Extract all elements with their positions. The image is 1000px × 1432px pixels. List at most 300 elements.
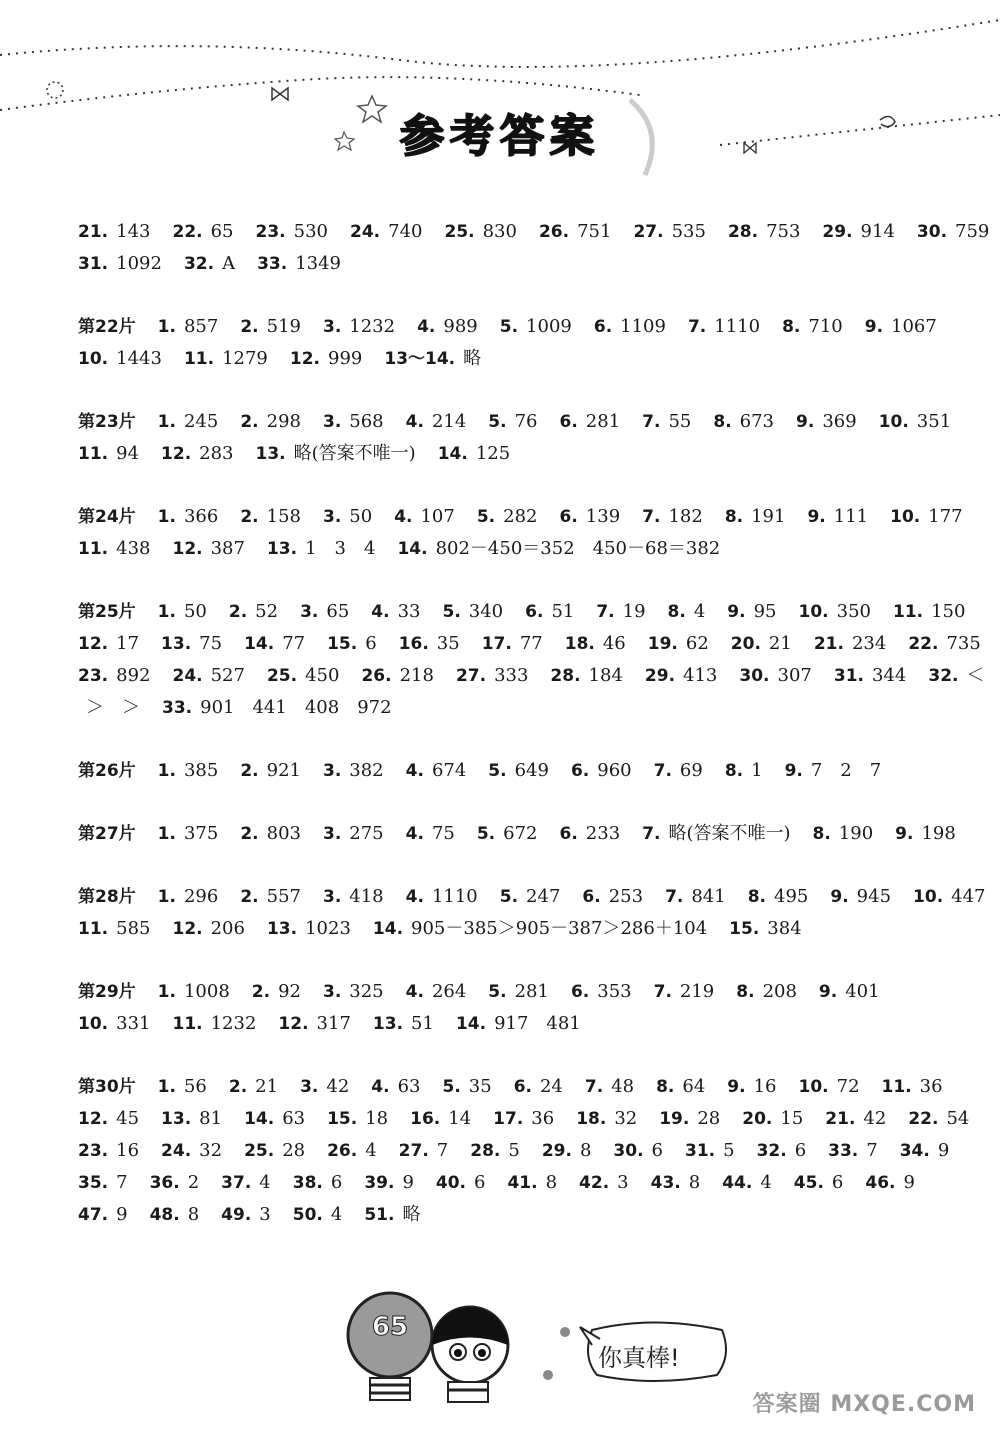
question-number: 20. — [730, 634, 761, 654]
answer-value: 6 — [651, 1140, 663, 1161]
answer-value: 75 — [199, 633, 223, 654]
question-number: 4. — [405, 412, 424, 432]
question-number: 32. — [756, 1141, 787, 1161]
answer-value: 519 — [266, 316, 301, 337]
answer-item — [158, 886, 219, 907]
question-number: 27. — [455, 666, 487, 686]
section-label: 第27片 — [78, 824, 136, 844]
answer-section — [78, 406, 952, 470]
question-number: 6. — [570, 761, 590, 781]
answer-item — [731, 633, 792, 654]
question-number: 26. — [538, 222, 570, 242]
answer-value: 63 — [282, 1108, 306, 1129]
question-number: 28. — [550, 666, 581, 686]
answer-value: 51 — [411, 1013, 434, 1034]
answer-item — [161, 1140, 222, 1161]
answer-value: 76 — [514, 411, 538, 432]
answer-value: 8 — [688, 1172, 701, 1193]
answer-line — [78, 1167, 918, 1199]
answer-value: 36 — [531, 1108, 555, 1129]
answer-item — [399, 1140, 449, 1161]
question-number: 21. — [813, 634, 844, 654]
answer-value: 21 — [255, 1076, 279, 1097]
question-number: 6. — [513, 1077, 532, 1097]
question-number: 32. — [183, 254, 215, 274]
answer-value: 9 — [116, 1204, 128, 1225]
answer-item — [150, 1204, 200, 1225]
answer-item — [456, 1013, 581, 1034]
answer-item — [78, 348, 162, 369]
answer-value: 331 — [116, 1013, 151, 1034]
answer-value: 1443 — [116, 348, 162, 369]
answer-item — [645, 665, 717, 686]
answer-item — [865, 316, 937, 337]
answer-item — [917, 221, 989, 242]
answer-item — [158, 760, 219, 781]
answer-item — [585, 1076, 634, 1097]
answer-item — [825, 1108, 886, 1129]
question-number: 5. — [476, 824, 496, 844]
question-number: 46. — [865, 1173, 896, 1193]
question-number: 14. — [397, 539, 428, 559]
question-number: 21. — [78, 222, 109, 242]
answer-item — [814, 633, 886, 654]
question-number: 9. — [727, 602, 746, 622]
question-number: 8. — [782, 317, 801, 337]
answer-item — [410, 1108, 471, 1129]
answer-value: 1 — [751, 760, 763, 781]
answer-item — [78, 221, 150, 242]
answer-item — [444, 221, 516, 242]
answer-value: 略(答案不唯一) — [668, 823, 791, 844]
answer-value: 50 — [349, 506, 373, 527]
answer-value: 401 — [845, 981, 880, 1002]
question-number: 30. — [739, 666, 770, 686]
answer-value: 1067 — [891, 316, 937, 337]
answer-item — [913, 886, 985, 907]
answer-value: 125 — [475, 443, 511, 464]
question-number: 4. — [405, 824, 424, 844]
question-number: 3. — [322, 982, 342, 1002]
answer-value: 190 — [838, 823, 874, 844]
question-number: 1. — [157, 824, 176, 844]
answer-item — [576, 1108, 637, 1129]
section-label: 第24片 — [78, 507, 136, 527]
answer-value: 45 — [116, 1108, 140, 1129]
question-number: 1. — [157, 1077, 176, 1097]
answer-value: ＜ — [966, 665, 985, 686]
answer-value: 69 — [679, 760, 703, 781]
answer-item — [794, 1172, 844, 1193]
answer-value: 94 — [116, 443, 140, 464]
answer-value: 649 — [514, 760, 549, 781]
question-number: 37. — [221, 1173, 252, 1193]
answer-value: 15 — [780, 1108, 804, 1129]
answer-item — [240, 823, 301, 844]
question-number: 27. — [398, 1141, 429, 1161]
answer-value: 143 — [116, 221, 151, 242]
question-number: 18. — [576, 1109, 607, 1129]
answer-item — [727, 1076, 776, 1097]
answer-item — [739, 665, 811, 686]
answer-value: 385 — [183, 760, 219, 781]
answer-item — [350, 221, 422, 242]
question-number: 8. — [667, 602, 686, 622]
answer-line — [78, 818, 956, 850]
question-number: 3. — [300, 602, 319, 622]
question-number: 10. — [78, 1014, 109, 1034]
question-number: 24. — [172, 666, 203, 686]
question-number: 4. — [405, 761, 424, 781]
answer-value: 945 — [856, 886, 892, 907]
answer-value: 9 — [937, 1140, 950, 1161]
question-number: 5. — [499, 317, 519, 337]
answer-item — [240, 506, 301, 527]
answer-line — [78, 596, 966, 628]
answer-item — [488, 411, 537, 432]
answer-item — [725, 506, 786, 527]
answer-value: 33 — [397, 601, 421, 622]
answer-item — [796, 411, 857, 432]
question-number: 2. — [251, 982, 271, 1002]
answer-value: 1092 — [116, 253, 162, 274]
answer-value: 1009 — [526, 316, 572, 337]
answer-item — [371, 601, 420, 622]
answer-value: 21 — [768, 633, 792, 654]
answer-item — [252, 981, 301, 1002]
answer-value: 1 3 4 — [305, 538, 376, 559]
question-number: 5. — [488, 412, 507, 432]
answer-value: 14 — [448, 1108, 472, 1129]
answer-item — [500, 886, 561, 907]
answer-item — [327, 1108, 388, 1129]
answer-item — [438, 443, 510, 464]
answer-value: 1109 — [620, 316, 666, 337]
question-number: 49. — [221, 1205, 252, 1225]
answer-value: 65 — [326, 601, 350, 622]
answer-item — [596, 601, 645, 622]
answer-value: 447 — [951, 886, 986, 907]
question-number: 6. — [570, 982, 590, 1002]
answer-value: 16 — [116, 1140, 140, 1161]
answer-value: 139 — [585, 506, 621, 527]
answer-value: 18 — [365, 1108, 389, 1129]
section-label: 第22片 — [78, 317, 136, 337]
question-number: 22. — [908, 634, 939, 654]
answer-item — [579, 1172, 629, 1193]
answer-value: 960 — [597, 760, 632, 781]
section-label: 第26片 — [78, 761, 136, 781]
answer-value: 7 — [866, 1140, 878, 1161]
answer-value: 298 — [266, 411, 301, 432]
question-number: 1. — [157, 761, 176, 781]
answer-item — [436, 1172, 486, 1193]
question-number: 6. — [559, 507, 578, 527]
question-number: 9. — [830, 887, 849, 907]
answer-item — [900, 1140, 950, 1161]
question-number: 33. — [162, 698, 193, 718]
question-number: 8. — [713, 412, 732, 432]
answer-section — [78, 501, 963, 565]
answer-item — [799, 601, 871, 622]
answer-value: 206 — [210, 918, 245, 939]
question-number: 4. — [394, 507, 413, 527]
answer-item — [477, 823, 538, 844]
answer-line — [78, 1103, 970, 1135]
question-number: 10. — [798, 1077, 829, 1097]
question-number: 12. — [78, 634, 109, 654]
answer-value: 19 — [622, 601, 646, 622]
answer-value: 325 — [349, 981, 384, 1002]
answer-value: 72 — [836, 1076, 860, 1097]
answer-line — [78, 881, 986, 913]
answer-value: 5 — [723, 1140, 735, 1161]
answer-item — [257, 253, 341, 274]
answer-value: 6 — [365, 633, 377, 654]
answer-value: 48 — [611, 1076, 635, 1097]
answer-item — [240, 886, 301, 907]
answer-value: 438 — [116, 538, 151, 559]
answer-section — [78, 596, 985, 724]
answer-item — [895, 823, 956, 844]
question-number: 5. — [442, 1077, 461, 1097]
answer-item — [908, 1108, 969, 1129]
answer-value: 75 — [431, 823, 455, 844]
answer-section — [78, 1071, 970, 1231]
question-number: 31. — [78, 254, 109, 274]
answer-item — [240, 760, 301, 781]
answer-value: 418 — [349, 886, 384, 907]
question-number: 45. — [793, 1173, 824, 1193]
answer-item — [78, 1013, 150, 1034]
question-number: 23. — [255, 222, 286, 242]
question-number: 3. — [322, 412, 342, 432]
answer-value: 7 — [436, 1140, 449, 1161]
answer-item — [442, 601, 503, 622]
question-number: 25. — [444, 222, 475, 242]
answer-value: 9 — [402, 1172, 414, 1193]
answer-item — [828, 1140, 878, 1161]
section-label: 第23片 — [78, 412, 136, 432]
answer-item — [172, 1013, 256, 1034]
answer-section — [78, 216, 990, 280]
answer-item — [240, 316, 301, 337]
question-number: 43. — [650, 1173, 681, 1193]
answer-value: 218 — [399, 665, 434, 686]
answer-item — [729, 918, 801, 939]
answer-item — [323, 316, 395, 337]
answer-value: 857 — [183, 316, 219, 337]
answer-value: 382 — [349, 760, 384, 781]
answer-item — [488, 760, 549, 781]
answer-item — [172, 538, 244, 559]
answer-item — [244, 633, 305, 654]
question-number: 31. — [684, 1141, 716, 1161]
answer-value: 50 — [183, 601, 207, 622]
question-number: 36. — [149, 1173, 180, 1193]
answer-value: 366 — [183, 506, 219, 527]
answer-item — [184, 348, 268, 369]
question-number: 11. — [172, 1014, 203, 1034]
answer-item — [172, 221, 233, 242]
answer-item — [514, 1076, 563, 1097]
answer-value: 219 — [679, 981, 715, 1002]
answer-value: 387 — [210, 538, 245, 559]
answer-value: 77 — [282, 633, 306, 654]
answer-line — [78, 1071, 943, 1103]
answer-value: 95 — [753, 601, 777, 622]
answer-line — [78, 1008, 918, 1040]
answer-item — [477, 506, 538, 527]
answer-value: 495 — [774, 886, 809, 907]
answer-item — [406, 981, 467, 1002]
question-number: 41. — [507, 1173, 538, 1193]
answer-line — [78, 248, 918, 280]
question-number: 1. — [157, 887, 176, 907]
answer-value: A — [222, 253, 236, 274]
answer-value: 384 — [767, 918, 802, 939]
answer-item — [642, 411, 691, 432]
answer-value: 6 — [794, 1140, 807, 1161]
answer-value: 9 — [903, 1172, 915, 1193]
question-number: 13. — [255, 444, 286, 464]
answer-item — [323, 411, 384, 432]
answer-value: 51 — [551, 601, 575, 622]
question-number: 10. — [78, 349, 109, 369]
answer-line — [78, 1199, 918, 1231]
page-title: 参考答案 — [400, 111, 600, 162]
answer-value: 28 — [697, 1108, 721, 1129]
answer-value: 111 — [833, 506, 869, 527]
answer-item — [882, 1076, 943, 1097]
question-number: 19. — [659, 1109, 690, 1129]
answer-value: 214 — [431, 411, 467, 432]
answer-value: 150 — [931, 601, 966, 622]
answer-value: 4 — [330, 1204, 343, 1225]
answer-value: 1279 — [222, 348, 268, 369]
answer-item — [278, 1013, 350, 1034]
answer-item — [78, 918, 150, 939]
question-number: 9. — [807, 507, 826, 527]
question-number: 7. — [653, 982, 672, 1002]
answer-value: 8 — [545, 1172, 558, 1193]
answer-value: 略 — [463, 348, 482, 369]
question-number: 6. — [525, 602, 544, 622]
answer-item — [560, 506, 621, 527]
question-number: 8. — [747, 887, 767, 907]
answer-value: 35 — [468, 1076, 492, 1097]
question-number: 12. — [161, 444, 192, 464]
question-number: 11. — [78, 444, 109, 464]
question-number: 6. — [593, 317, 613, 337]
answer-item — [323, 506, 372, 527]
answer-value: 4 — [259, 1172, 271, 1193]
answer-line — [78, 913, 918, 945]
answer-value: 413 — [683, 665, 718, 686]
answer-value: 17 — [116, 633, 140, 654]
answer-item — [150, 1172, 200, 1193]
question-number: 35. — [78, 1173, 109, 1193]
answer-item — [373, 1013, 434, 1034]
answer-line — [78, 311, 937, 343]
answer-item — [648, 633, 709, 654]
answer-item — [525, 601, 574, 622]
answer-value: 710 — [808, 316, 843, 337]
question-number: 8. — [736, 982, 755, 1002]
answer-value: 56 — [183, 1076, 207, 1097]
answer-value: 740 — [388, 221, 423, 242]
answer-value: 1232 — [210, 1013, 257, 1034]
question-number: 4. — [371, 1077, 390, 1097]
answer-value: 989 — [443, 316, 478, 337]
question-number: 12. — [172, 539, 203, 559]
question-number: 5. — [488, 982, 507, 1002]
answer-line — [78, 216, 990, 248]
answer-value: 7 2 7 — [810, 760, 882, 781]
question-number: 15. — [729, 919, 760, 939]
answer-value: 672 — [503, 823, 538, 844]
question-number: 29. — [822, 222, 853, 242]
answer-value: 281 — [585, 411, 621, 432]
question-number: 10. — [913, 887, 944, 907]
answer-value: 8 — [579, 1140, 592, 1161]
question-number: 12. — [289, 349, 320, 369]
answer-value: 55 — [668, 411, 692, 432]
question-number: 8. — [724, 761, 744, 781]
answer-item — [713, 411, 774, 432]
question-number: 5. — [488, 761, 507, 781]
answer-item — [399, 633, 460, 654]
answer-item — [184, 253, 235, 274]
answer-value: 4 — [365, 1140, 377, 1161]
question-number: 24. — [350, 222, 381, 242]
answer-value: 353 — [597, 981, 632, 1002]
answer-value: 275 — [349, 823, 384, 844]
answer-item — [565, 633, 626, 654]
answer-value: 535 — [671, 221, 706, 242]
answer-item — [361, 665, 433, 686]
question-number: 33. — [257, 254, 288, 274]
answer-value: 208 — [762, 981, 797, 1002]
answer-item — [158, 823, 219, 844]
question-number: 19. — [647, 634, 678, 654]
answer-item — [371, 1076, 420, 1097]
answer-value: 184 — [588, 665, 623, 686]
cartoon-kids-icon — [330, 1290, 750, 1420]
answer-value: 253 — [608, 886, 644, 907]
answer-value: 1110 — [431, 886, 478, 907]
answer-item — [722, 1172, 772, 1193]
answer-item — [267, 538, 375, 559]
question-number: 32. — [928, 666, 959, 686]
answer-item — [654, 981, 715, 1002]
answer-value: 340 — [468, 601, 504, 622]
answer-item — [727, 601, 776, 622]
answer-item — [822, 221, 894, 242]
answer-value: 2 — [187, 1172, 200, 1193]
answer-item — [417, 316, 478, 337]
answer-item — [158, 316, 219, 337]
answer-item — [879, 411, 951, 432]
question-number: 7. — [642, 824, 661, 844]
answer-item — [834, 665, 906, 686]
answer-value: 557 — [266, 886, 301, 907]
question-number: 42. — [579, 1173, 610, 1193]
question-number: 2. — [240, 317, 259, 337]
answer-item — [685, 1140, 735, 1161]
answer-list — [78, 216, 990, 1262]
answer-value: 1008 — [183, 981, 230, 1002]
